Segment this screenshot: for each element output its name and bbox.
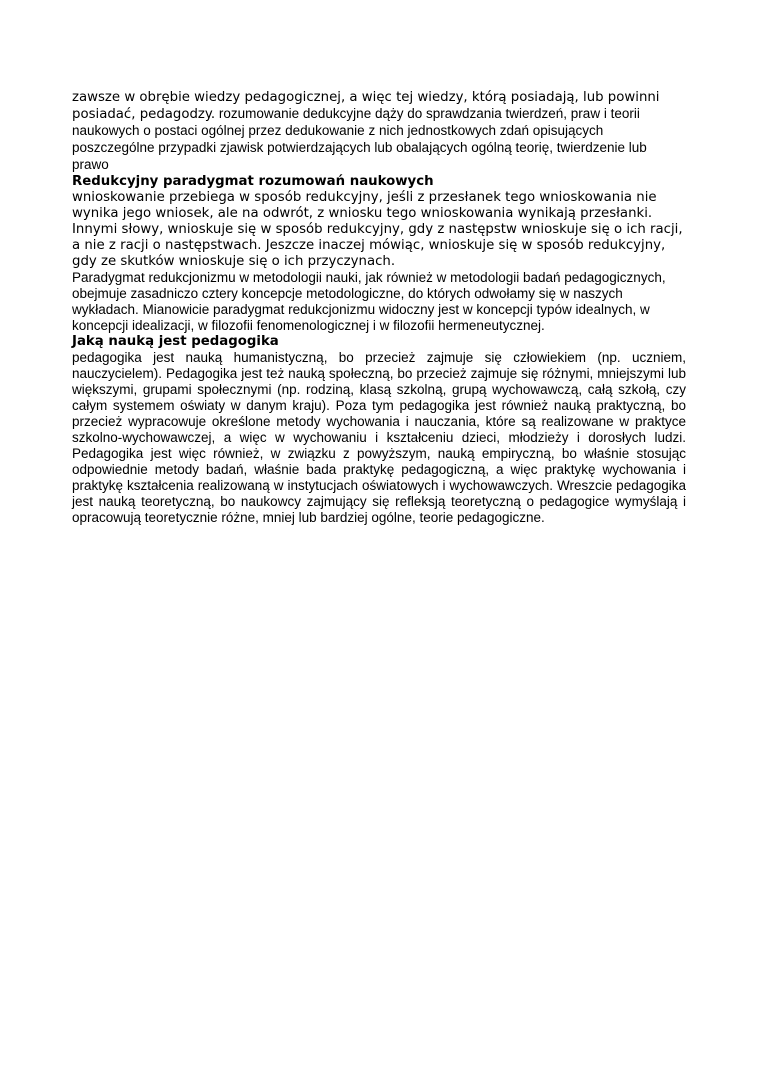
heading-what-science-is-pedagogy: Jaką nauką jest pedagogika: [72, 334, 279, 349]
paragraph-reductive-inference: wnioskowanie przebiega w sposób redukcyjny, jeśli z przesłanek tego wnioskowania nie wynika jego wniosek, ale na odwrót, z wniosku tego wnioskowania wynikają przesłanki. Innymi słowy, wnioskuje się w sposób redukcyjny, gdy z następstw wnioskuje się o ich racji, a nie z racji o następstwach. Jeszcze inaczej mówiąc, wnioskuje się w sposób redukcyjny, gdy ze skutków wnioskuje się o ich przyczynach.: [72, 190, 683, 269]
document-page: [72, 90, 686, 526]
heading-reductive-paradigm: Redukcyjny paradygmat rozumowań naukowych: [72, 174, 434, 189]
paragraph-reductionism-concepts: Paradygmat redukcjonizmu w metodologii nauki, jak również w metodologii badań pedagogicznych, obejmuje zasadniczo cztery koncepcje metodologiczne, do których odwołamy się w naszych wykładach. Mianowicie paradygmat redukcjonizmu widoczny jest w koncepcji typów idealnych, w koncepcji idealizacji, w filozofii fenomenologicznej i w filozofii hermeneutycznej.: [72, 270, 666, 333]
paragraph-deductive: [72, 90, 686, 174]
paragraph-pedagogy-science: pedagogika jest nauką humanistyczną, bo przecież zajmuje się człowiekiem (np. uczniem, nauczycielem). Pedagogika jest też nauką społeczną, bo przecież zajmuje się różnymi, mniejszymi lub większymi, grupami społecznymi (np. rodziną, klasą szkolną, grupą wychowawczą, całą szkołą, czy całym systemem oświaty w danym kraju). Poza tym pedagogika jest również nauką praktyczną, bo przecież wypracowuje określone metody wychowania i nauczania, które są realizowane w praktyce szkolno-wychowawczej, a więc w wychowaniu i kształceniu dzieci, młodzieży i dorosłych ludzi. Pedagogika jest więc również, w związku z powyższym, nauką empiryczną, bo właśnie stosując odpowiednie metody badań, właśnie bada praktykę pedagogiczną, a więc praktykę wychowania i praktykę kształcenia realizowaną w instytucjach oświatowych i wychowawczych. Wreszcie pedagogika jest nauką teoretyczną, bo naukowcy zajmujący się refleksją teoretyczną o pedagogice wymyślają i opracowują teoretycznie różne, mniej lub bardziej ogólne, teorie pedagogiczne.: [72, 350, 686, 525]
paragraph-deductive-verdana-text: zawsze w obrębie wiedzy pedagogicznej, a więc tej wiedzy, którą posiadają, lub powinni posiadać, pedagodzy.: [72, 90, 660, 122]
paragraph-deductive-arial-text: rozumowanie dedukcyjne dąży do sprawdzania twierdzeń, praw i teorii naukowych o postaci ogólnej przez dedukowanie z nich jednostkowych zdań opisujących poszczególne przypadki zjawisk potwierdzających lub obalających ogólną teorię, twierdzenie lub prawo: [72, 106, 647, 172]
